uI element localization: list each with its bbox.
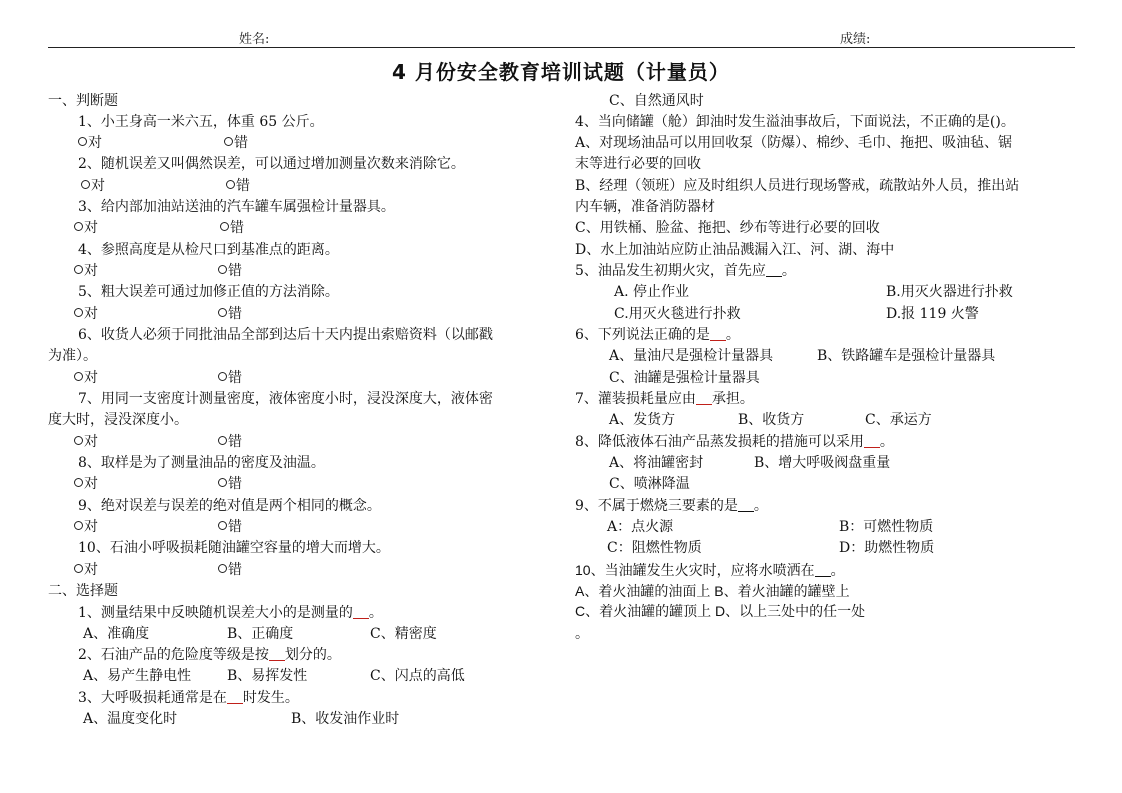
tf-option-true-10[interactable]: 对 [74, 560, 98, 581]
mc4-option-b[interactable]: B、经理（领班）应及时组织人员进行现场警戒，疏散站外人员，推出站 [575, 178, 1020, 194]
tf-question-4: 4、参照高度是从检尺口到基准点的距离。 [78, 242, 339, 258]
section-heading-true-false: 一、判断题 [48, 93, 118, 109]
tf-option-true-3[interactable]: 对 [74, 218, 98, 239]
tf-option-true-2[interactable]: 对 [81, 176, 105, 197]
trailing-punctuation: 。 [575, 626, 589, 642]
tf-option-false-10[interactable]: 错 [218, 560, 242, 581]
mc2-option-a[interactable]: A、易产生静电性 [83, 668, 192, 684]
radio-circle-icon[interactable] [218, 372, 227, 381]
tf-question-7-cont: 度大时，浸没深度小。 [48, 412, 188, 428]
mc-question-1: 1、测量结果中反映随机误差大小的是测量的 。 [78, 605, 383, 621]
header-divider [48, 47, 1075, 48]
radio-circle-icon[interactable] [226, 180, 235, 189]
tf-option-false-9[interactable]: 错 [218, 517, 242, 538]
radio-circle-icon[interactable] [218, 478, 227, 487]
tf-question-6: 6、收货人必须于同批油品全部到达后十天内提出索赔资料（以邮戳 [78, 327, 493, 343]
mc4-option-c[interactable]: C、用铁桶、脸盆、拖把、纱布等进行必要的回收 [575, 220, 880, 236]
mc9-option-c[interactable]: C：阻燃性物质 [607, 540, 702, 556]
tf-question-6-cont: 为准）。 [48, 348, 97, 364]
radio-circle-icon[interactable] [74, 521, 83, 530]
radio-circle-icon[interactable] [74, 222, 83, 231]
mc8-option-a[interactable]: A、将油罐密封 [609, 455, 704, 471]
radio-circle-icon[interactable] [224, 137, 233, 146]
tf-option-true-1[interactable]: 对 [78, 133, 102, 154]
mc-question-7: 7、灌装损耗量应由 承担。 [575, 391, 754, 407]
tf-question-8: 8、取样是为了测量油品的密度及油温。 [78, 455, 325, 471]
mc4-option-d[interactable]: D、水上加油站应防止油品溅漏入江、河、湖、海中 [575, 242, 895, 258]
answer-blank[interactable] [353, 604, 369, 619]
page-title: 4 月份安全教育培训试题（计量员） [392, 60, 730, 84]
tf-option-true-7[interactable]: 对 [74, 432, 98, 453]
tf-option-false-5[interactable]: 错 [218, 304, 242, 325]
mc10-options-ab[interactable]: A、着火油罐的油面上 B、着火油罐的罐壁上 [575, 583, 850, 599]
mc4-option-b-cont: 内车辆，准备消防器材 [575, 199, 715, 215]
tf-option-false-7[interactable]: 错 [218, 432, 242, 453]
tf-option-true-8[interactable]: 对 [74, 474, 98, 495]
tf-option-false-6[interactable]: 错 [218, 368, 242, 389]
mc6-option-a[interactable]: A、量油尺是强检计量器具 [609, 348, 774, 364]
tf-question-2: 2、随机误差又叫偶然误差，可以通过增加测量次数来消除它。 [78, 156, 465, 172]
tf-question-3: 3、给内部加油站送油的汽车罐车属强检计量器具。 [78, 199, 395, 215]
radio-circle-icon[interactable] [218, 564, 227, 573]
mc5-option-d[interactable]: D.报 119 火警 [886, 306, 979, 322]
answer-blank[interactable] [864, 433, 880, 448]
mc8-option-c[interactable]: C、喷淋降温 [609, 476, 690, 492]
radio-circle-icon[interactable] [74, 436, 83, 445]
radio-circle-icon[interactable] [74, 372, 83, 381]
radio-circle-icon[interactable] [220, 222, 229, 231]
name-field-label: 姓名: [239, 32, 270, 47]
tf-option-false-8[interactable]: 错 [218, 474, 242, 495]
mc1-option-c[interactable]: C、精密度 [370, 626, 437, 642]
mc7-option-c[interactable]: C、承运方 [865, 412, 932, 428]
mc2-option-c[interactable]: C、闪点的高低 [370, 668, 465, 684]
tf-option-true-9[interactable]: 对 [74, 517, 98, 538]
mc-question-5: 5、油品发生初期火灾，首先应 。 [575, 263, 796, 279]
radio-circle-icon[interactable] [218, 436, 227, 445]
answer-blank[interactable] [227, 689, 243, 704]
mc3-option-b[interactable]: B、收发油作业时 [291, 711, 400, 727]
mc-question-4: 4、当向储罐（舱）卸油时发生溢油事故后，下面说法，不正确的是()。 [575, 114, 1015, 130]
answer-blank[interactable] [696, 390, 712, 405]
mc-question-3: 3、大呼吸损耗通常是在 时发生。 [78, 690, 299, 706]
mc8-option-b[interactable]: B、增大呼吸阀盘重量 [754, 455, 891, 471]
tf-question-9: 9、绝对误差与误差的绝对值是两个相同的概念。 [78, 498, 381, 514]
tf-option-false-2[interactable]: 错 [226, 176, 250, 197]
radio-circle-icon[interactable] [78, 137, 87, 146]
mc6-option-c[interactable]: C、油罐是强检计量器具 [609, 370, 760, 386]
mc3-option-a[interactable]: A、温度变化时 [83, 711, 178, 727]
mc9-option-a[interactable]: A：点火源 [607, 519, 674, 535]
tf-question-5: 5、粗大误差可通过加修正值的方法消除。 [78, 284, 339, 300]
answer-blank[interactable] [710, 326, 726, 341]
score-field-label: 成绩: [840, 32, 871, 47]
tf-option-true-4[interactable]: 对 [74, 261, 98, 282]
tf-option-true-6[interactable]: 对 [74, 368, 98, 389]
radio-circle-icon[interactable] [218, 308, 227, 317]
mc-question-2: 2、石油产品的危险度等级是按 划分的。 [78, 647, 341, 663]
answer-blank[interactable] [766, 262, 782, 277]
tf-option-false-4[interactable]: 错 [218, 261, 242, 282]
mc1-option-a[interactable]: A、准确度 [83, 626, 150, 642]
radio-circle-icon[interactable] [74, 265, 83, 274]
radio-circle-icon[interactable] [218, 521, 227, 530]
answer-blank[interactable] [269, 646, 285, 661]
mc5-option-c[interactable]: C.用灭火毯进行扑救 [614, 306, 741, 322]
mc7-option-a[interactable]: A、发货方 [609, 412, 676, 428]
mc3-option-c[interactable]: C、自然通风时 [609, 93, 704, 109]
mc1-option-b[interactable]: B、正确度 [227, 626, 294, 642]
mc-question-9: 9、不属于燃烧三要素的是 。 [575, 498, 768, 514]
tf-question-7: 7、用同一支密度计测量密度，液体密度小时，浸没深度大，液体密 [78, 391, 493, 407]
answer-blank[interactable] [815, 562, 831, 577]
radio-circle-icon[interactable] [81, 180, 90, 189]
radio-circle-icon[interactable] [74, 478, 83, 487]
mc10-options-cd[interactable]: C、着火油罐的罐顶上 D、以上三处中的任一处 [575, 603, 866, 619]
tf-question-10: 10、石油小呼吸损耗随油罐空容量的增大而增大。 [78, 540, 390, 556]
mc9-option-b[interactable]: B：可燃性物质 [839, 519, 934, 535]
radio-circle-icon[interactable] [218, 265, 227, 274]
tf-question-1: 1、小王身高一米六五，体重 65 公斤。 [78, 114, 324, 130]
mc9-option-d[interactable]: D：助燃性物质 [839, 540, 935, 556]
tf-option-false-1[interactable]: 错 [224, 133, 248, 154]
mc6-option-b[interactable]: B、铁路罐车是强检计量器具 [817, 348, 996, 364]
mc5-option-a[interactable]: A. 停止作业 [614, 284, 690, 300]
tf-option-false-3[interactable]: 错 [220, 218, 244, 239]
mc-question-10: 10、当油罐发生火灾时，应将水喷洒在 。 [575, 562, 845, 578]
mc7-option-b[interactable]: B、收货方 [738, 412, 805, 428]
mc4-option-a-cont: 末等进行必要的回收 [575, 156, 701, 172]
mc-question-6: 6、下列说法正确的是 。 [575, 327, 740, 343]
radio-circle-icon[interactable] [74, 564, 83, 573]
mc2-option-b[interactable]: B、易挥发性 [227, 668, 308, 684]
section-heading-multiple-choice: 二、选择题 [48, 583, 118, 599]
mc4-option-a[interactable]: A、对现场油品可以用回收泵（防爆）、棉纱、毛巾、拖把、吸油毡、锯 [575, 135, 1013, 151]
answer-blank[interactable] [738, 497, 754, 512]
radio-circle-icon[interactable] [74, 308, 83, 317]
mc5-option-b[interactable]: B.用灭火器进行扑救 [886, 284, 1013, 300]
mc-question-8: 8、降低液体石油产品蒸发损耗的措施可以采用 。 [575, 434, 894, 450]
tf-option-true-5[interactable]: 对 [74, 304, 98, 325]
